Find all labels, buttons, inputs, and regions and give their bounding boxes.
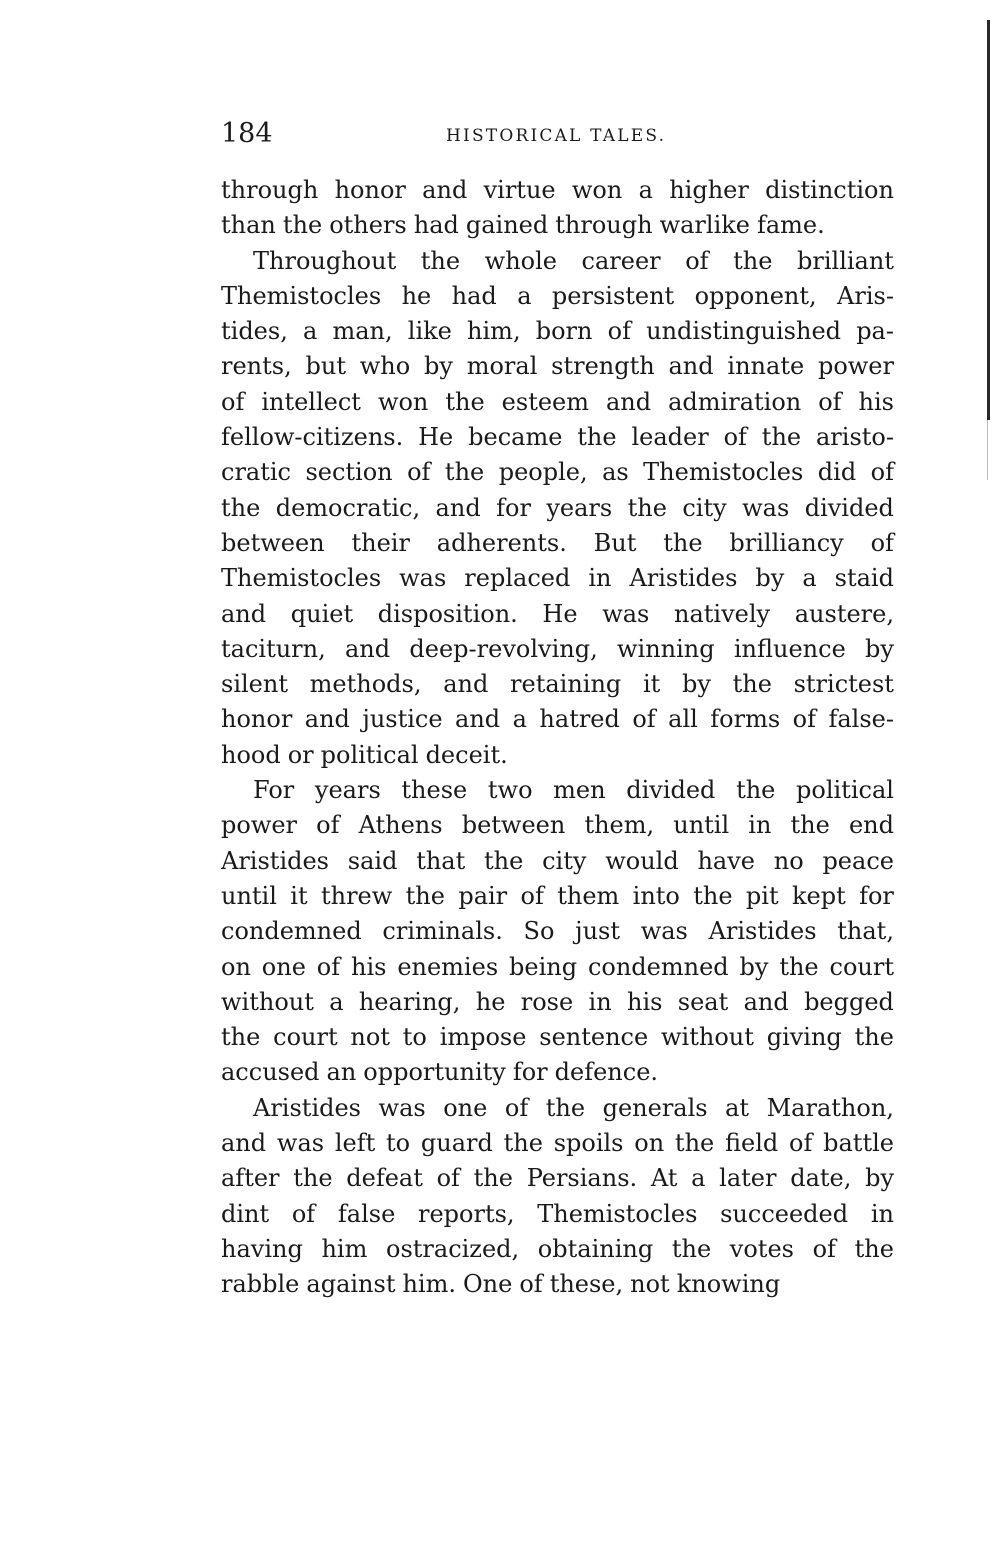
text-line: fellow-citizens. He became the leader of the aristo- [221, 423, 894, 452]
text-line: Aristides was one of the generals at Marathon, [253, 1093, 894, 1122]
binding-edge-shadow [987, 20, 990, 420]
body-text [221, 173, 894, 1303]
running-head [221, 114, 894, 154]
text-line: the court not to impose sentence without giving the [221, 1023, 894, 1052]
text-line: until it threw the pair of them into the pit kept for [221, 881, 894, 910]
text-line: than the others had gained through warlike fame. [221, 211, 825, 240]
text-line: Aristides said that the city would have no peace [221, 846, 894, 875]
text-line: between their adherents. But the brilliancy of [221, 528, 894, 557]
paragraph [221, 244, 894, 773]
text-line: through honor and virtue won a higher distinction [221, 176, 894, 204]
text-line: honor and justice and a hatred of all forms of false- [221, 705, 894, 734]
text-line: after the defeat of the Persians. At a later date, by [221, 1164, 894, 1193]
paragraph [221, 1091, 894, 1303]
text-line: condemned criminals. So just was Aristides that, [221, 917, 894, 946]
binding-edge-mark [987, 420, 988, 480]
paragraph [221, 773, 894, 1091]
text-line: the democratic, and for years the city was divided [221, 493, 894, 522]
text-line: cratic section of the people, as Themistocles did of [221, 458, 894, 487]
text-line: having him ostracized, obtaining the votes of the [221, 1234, 894, 1263]
text-line: silent methods, and retaining it by the strictest [221, 670, 894, 699]
text-line: on one of his enemies being condemned by the court [221, 952, 894, 981]
text-line: and was left to guard the spoils on the field of battle [221, 1129, 894, 1158]
text-line: Themistocles he had a persistent opponent, Aris- [221, 281, 894, 310]
text-line: tides, a man, like him, born of undistinguished pa- [221, 317, 894, 346]
running-title: HISTORICAL TALES. [446, 126, 667, 146]
text-line: Throughout the whole career of the brilliant [253, 246, 894, 275]
text-line: and quiet disposition. He was natively austere, [221, 599, 894, 628]
text-line: For years these two men divided the political [253, 776, 894, 805]
text-line: Themistocles was replaced in Aristides by a staid [221, 564, 894, 593]
text-line: power of Athens between them, until in the end [221, 811, 894, 840]
text-line: accused an opportunity for defence. [221, 1058, 659, 1087]
text-line: without a hearing, he rose in his seat and begged [221, 987, 894, 1016]
text-line: of intellect won the esteem and admiration of his [221, 387, 894, 416]
text-line: hood or political deceit. [221, 740, 508, 769]
text-line: rents, but who by moral strength and innate power [221, 352, 894, 381]
page-number: 184 [221, 118, 273, 149]
text-line: taciturn, and deep-revolving, winning influence by [221, 634, 894, 663]
paragraph [221, 173, 894, 244]
text-line: dint of false reports, Themistocles succeeded in [221, 1199, 894, 1228]
text-line: rabble against him. One of these, not knowing [221, 1270, 781, 1299]
